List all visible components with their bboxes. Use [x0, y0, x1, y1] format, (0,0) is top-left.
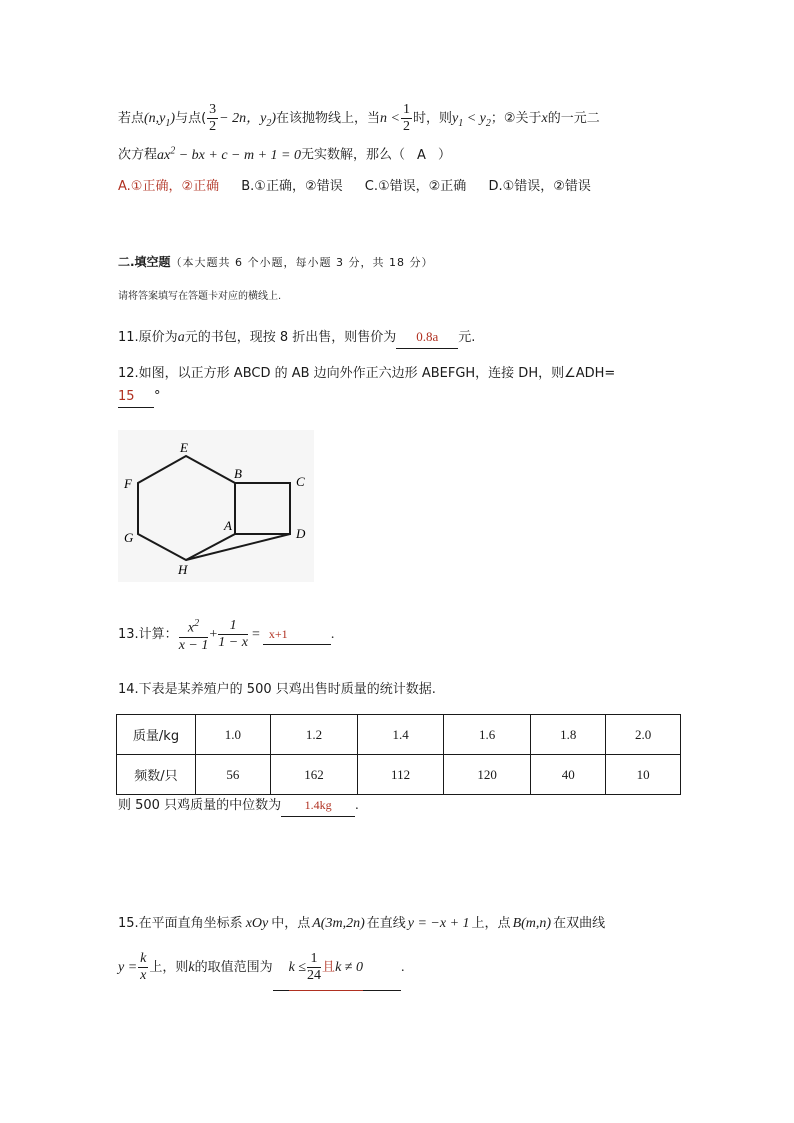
- q13-equals: =: [251, 627, 260, 642]
- q15-var-k: k: [188, 960, 195, 975]
- table-cell: 1.4: [358, 715, 444, 755]
- table-header-frequency: 频数/只: [117, 755, 196, 795]
- table-row: [117, 755, 681, 795]
- q10-option-a: A.①正确，②正确: [118, 179, 220, 194]
- q11: [118, 327, 475, 347]
- table-cell: 56: [196, 755, 271, 795]
- q12-text: 12.如图，以正方形 ABCD 的 AB 边向外作正六边形 ABEFGH，连接 DH，则∠ADH=: [118, 366, 616, 381]
- q15-answer-tail: [363, 946, 401, 991]
- table-cell: 112: [358, 755, 444, 795]
- q10-option-c: C.①错误，②正确: [364, 179, 467, 194]
- q10-point2: − 2n，$y_2$): [219, 111, 276, 129]
- q13-plus: +: [209, 627, 218, 642]
- q11-middle: 元的书包，现按 8 折出售，则售价为: [184, 330, 397, 345]
- q13-fraction-1: $\frac{x^2}{x - 1}$: [178, 617, 209, 653]
- table-cell: 120: [443, 755, 530, 795]
- q15-line-equation: y = −x + 1: [407, 916, 470, 931]
- q10-text-c: 在该抛物线上，当: [276, 111, 381, 126]
- q15-line1: [118, 913, 605, 935]
- q10-text-e: ；②关于: [490, 111, 542, 126]
- q14-table: [116, 714, 681, 795]
- table-cell: 162: [270, 755, 357, 795]
- label-h: H: [178, 562, 188, 577]
- q13-fraction-2: $\frac{1}{1 - x}$: [218, 618, 248, 651]
- label-a: A: [224, 518, 232, 533]
- q15-text-d: 上，点: [471, 916, 511, 931]
- q11-answer: 0.8a: [416, 329, 439, 344]
- label-e: E: [180, 440, 188, 455]
- q11-suffix: 元.: [458, 330, 476, 345]
- table-row: [117, 715, 681, 755]
- q10-option-b: B.①正确，②错误: [241, 179, 343, 194]
- q15-point-a: A(3m,2n): [312, 916, 365, 931]
- q10-var-x: x: [541, 111, 548, 126]
- q13-answer-blank: [263, 625, 331, 645]
- q10-inequality: $y_1 < y_2$: [451, 111, 491, 129]
- q15-hyperbola-fraction: $\frac{k}{x}$: [140, 951, 147, 984]
- q14-suffix: .: [355, 798, 359, 813]
- q10-line2: [118, 140, 451, 162]
- label-g: G: [124, 530, 134, 545]
- section2-title: 二.填空题: [118, 255, 171, 269]
- q15-answer-blank: [273, 946, 289, 991]
- q10-text-d: 时，则: [412, 111, 452, 126]
- q10-equation: $ax^2$ − bx + c − m + 1 = 0: [157, 145, 302, 163]
- q15-xoy: xOy: [245, 916, 269, 931]
- q15-answer-fraction: $\frac{1}{24}$: [307, 951, 322, 984]
- q10-text-i: ）: [437, 147, 451, 163]
- q13-suffix: .: [330, 627, 335, 642]
- q10-point1: $(n,y_1)$: [144, 111, 176, 129]
- section2-header: [118, 252, 434, 272]
- q15-text-c: 在直线: [366, 916, 406, 931]
- q10-text-f: 的一元二: [547, 111, 600, 126]
- q12-answer-blank: [118, 387, 154, 408]
- table-cell: 1.0: [196, 715, 271, 755]
- q12-answer-line: [118, 387, 161, 407]
- q10-text-b: 与点(: [175, 111, 207, 126]
- q15-text-b: 中，点: [271, 916, 311, 931]
- q13: [118, 614, 334, 656]
- table-cell: 10: [606, 755, 681, 795]
- q10-text-g: 次方程: [118, 147, 158, 163]
- q10-option-d: D.①错误，②错误: [488, 179, 591, 194]
- q10-text-h: 无实数解，那么（: [301, 147, 406, 163]
- q10-text-a: 若点: [118, 111, 145, 126]
- q11-var-a: a: [177, 330, 185, 345]
- q15-answer: k ≤ $\frac{1}{24}$ 且k ≠ 0: [289, 946, 363, 991]
- label-d: D: [296, 526, 306, 541]
- q15-text-e: 在双曲线: [553, 916, 606, 931]
- table-header-mass: 质量/kg: [117, 715, 196, 755]
- q15-line2: [118, 946, 404, 990]
- figure-background: [118, 430, 314, 582]
- q11-answer-blank: [396, 327, 458, 349]
- q15-text-f: 上，则: [149, 960, 189, 975]
- q14-answer-blank: [281, 795, 355, 817]
- q10-answer: A: [417, 147, 426, 163]
- q12-suffix: °: [154, 389, 161, 404]
- q15-answer-and: 且: [322, 960, 336, 975]
- q14-after: 则 500 只鸡质量的中位数为: [118, 798, 282, 813]
- q14-answer: 1.4kg: [304, 798, 332, 812]
- section2-note: （本大题共 6 个小题，每小题 3 分，共 18 分）: [170, 256, 434, 269]
- q10-options: [118, 177, 591, 197]
- q12-figure: [118, 430, 314, 582]
- q13-answer: x+1: [268, 627, 288, 641]
- label-c: C: [296, 474, 305, 489]
- q15-y-equals: y =: [118, 960, 138, 975]
- q15-answer-k-nonzero: k ≠ 0: [335, 960, 363, 975]
- table-cell: 1.2: [270, 715, 357, 755]
- table-cell: 1.6: [443, 715, 530, 755]
- q12-answer: 15: [118, 389, 135, 404]
- q10-condition: n <: [380, 111, 400, 126]
- q14-text: 14.下表是某养殖户的 500 只鸡出售时质量的统计数据.: [118, 682, 436, 697]
- q13-prefix: 13.计算：: [118, 627, 178, 642]
- q15-point-b: B(m,n): [512, 916, 552, 931]
- q15-suffix: .: [400, 960, 405, 975]
- label-f: F: [124, 476, 132, 491]
- q10-fraction-three-halves: $\frac{3}{2}$: [209, 102, 217, 135]
- q10-fraction-half: $\frac{1}{2}$: [402, 102, 410, 135]
- table-cell: 1.8: [531, 715, 606, 755]
- table-cell: 2.0: [606, 715, 681, 755]
- q10-line1: [118, 101, 600, 137]
- label-b: B: [234, 466, 242, 481]
- q14-answer-line: [118, 795, 359, 815]
- section2-instruction: 请将答案填写在答题卡对应的横线上.: [118, 291, 282, 302]
- q15-text-a: 15.在平面直角坐标系: [118, 916, 243, 931]
- q15-text-g: 的取值范围为: [194, 960, 273, 975]
- table-cell: 40: [531, 755, 606, 795]
- q11-prefix: 11.原价为: [118, 330, 178, 345]
